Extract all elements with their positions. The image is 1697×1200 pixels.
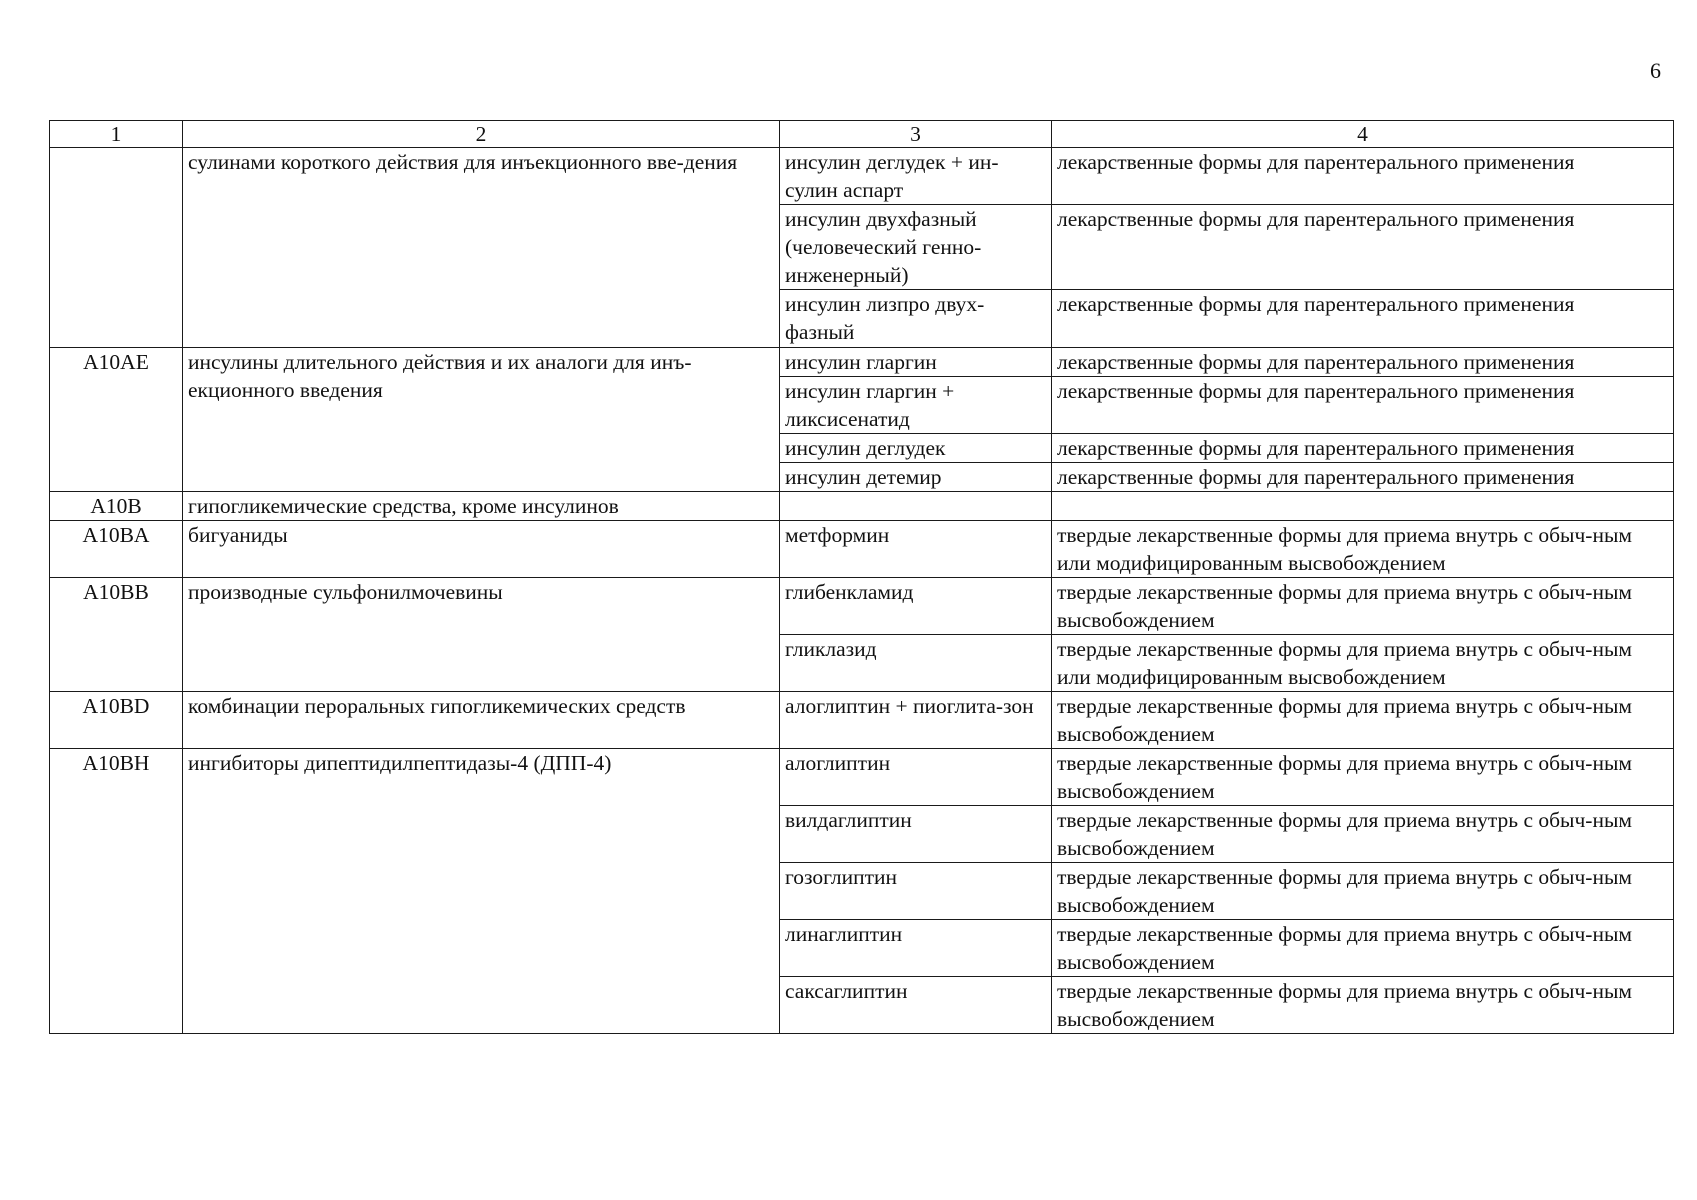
dosage-form-cell: лекарственные формы для парентерального применения [1052, 205, 1674, 290]
dosage-form-cell: твердые лекарственные формы для приема внутрь с обыч-ным высвобождением [1052, 863, 1674, 920]
drug-name-cell: саксаглиптин [780, 977, 1052, 1034]
drug-name-cell: алоглиптин + пиоглита-зон [780, 692, 1052, 749]
drug-name-cell: инсулин гларгин + ликсисенатид [780, 377, 1052, 434]
drug-name-cell: инсулин лизпро двух-фазный [780, 290, 1052, 348]
column-header: 3 [780, 121, 1052, 148]
group-name-cell: комбинации пероральных гипогликемических средств [183, 692, 780, 749]
column-header: 2 [183, 121, 780, 148]
dosage-form-cell: твердые лекарственные формы для приема внутрь с обыч-ным высвобождением [1052, 692, 1674, 749]
dosage-form-cell: лекарственные формы для парентерального применения [1052, 463, 1674, 492]
atc-code-cell: A10BA [50, 521, 183, 578]
table-header-row [50, 121, 1674, 148]
atc-code-cell: A10B [50, 492, 183, 521]
drug-name-cell: глибенкламид [780, 578, 1052, 635]
table-row [50, 348, 1674, 377]
drug-name-cell: гозоглиптин [780, 863, 1052, 920]
group-name-cell: производные сульфонилмочевины [183, 578, 780, 692]
drug-name-cell: инсулин гларгин [780, 348, 1052, 377]
dosage-form-cell: твердые лекарственные формы для приема внутрь с обыч-ным или модифицированным высвобождением [1052, 521, 1674, 578]
dosage-form-cell: твердые лекарственные формы для приема внутрь с обыч-ным или модифицированным высвобождением [1052, 635, 1674, 692]
drug-name-cell: инсулин двухфазный (человеческий генно-инженерный) [780, 205, 1052, 290]
drug-name-cell: инсулин деглудек + ин-сулин аспарт [780, 148, 1052, 205]
atc-code-cell: A10AE [50, 348, 183, 492]
dosage-form-cell: твердые лекарственные формы для приема внутрь с обыч-ным высвобождением [1052, 749, 1674, 806]
table-row [50, 148, 1674, 205]
dosage-form-cell: лекарственные формы для парентерального применения [1052, 348, 1674, 377]
drug-table [49, 120, 1674, 1034]
group-name-cell: инсулины длительного действия и их аналоги для инъ-екционного введения [183, 348, 780, 492]
column-header: 4 [1052, 121, 1674, 148]
drug-name-cell: гликлазид [780, 635, 1052, 692]
drug-name-cell: вилдаглиптин [780, 806, 1052, 863]
dosage-form-cell: лекарственные формы для парентерального применения [1052, 290, 1674, 348]
page-number: 6 [1650, 58, 1661, 83]
atc-code-cell: A10BB [50, 578, 183, 692]
dosage-form-cell: твердые лекарственные формы для приема внутрь с обыч-ным высвобождением [1052, 806, 1674, 863]
drug-name-cell: метформин [780, 521, 1052, 578]
atc-code-cell: A10BH [50, 749, 183, 1034]
dosage-form-cell: твердые лекарственные формы для приема внутрь с обыч-ным высвобождением [1052, 920, 1674, 977]
atc-code-cell: A10BD [50, 692, 183, 749]
atc-code-cell [50, 148, 183, 348]
table-row [50, 692, 1674, 749]
table-row [50, 492, 1674, 521]
dosage-form-cell: твердые лекарственные формы для приема внутрь с обыч-ным высвобождением [1052, 578, 1674, 635]
dosage-form-cell: твердые лекарственные формы для приема внутрь с обыч-ным высвобождением [1052, 977, 1674, 1034]
group-name-cell: ингибиторы дипептидилпептидазы-4 (ДПП-4) [183, 749, 780, 1034]
group-name-cell: бигуаниды [183, 521, 780, 578]
table-row [50, 749, 1674, 806]
table-row [50, 578, 1674, 635]
dosage-form-cell: лекарственные формы для парентерального применения [1052, 148, 1674, 205]
dosage-form-cell: лекарственные формы для парентерального применения [1052, 377, 1674, 434]
drug-name-cell: инсулин детемир [780, 463, 1052, 492]
drug-name-cell: линаглиптин [780, 920, 1052, 977]
drug-name-cell: алоглиптин [780, 749, 1052, 806]
column-header: 1 [50, 121, 183, 148]
group-name-cell: гипогликемические средства, кроме инсулинов [183, 492, 780, 521]
dosage-form-cell: лекарственные формы для парентерального применения [1052, 434, 1674, 463]
dosage-form-cell [1052, 492, 1674, 521]
table-row [50, 521, 1674, 578]
drug-name-cell [780, 492, 1052, 521]
group-name-cell: сулинами короткого действия для инъекционного вве-дения [183, 148, 780, 348]
drug-name-cell: инсулин деглудек [780, 434, 1052, 463]
